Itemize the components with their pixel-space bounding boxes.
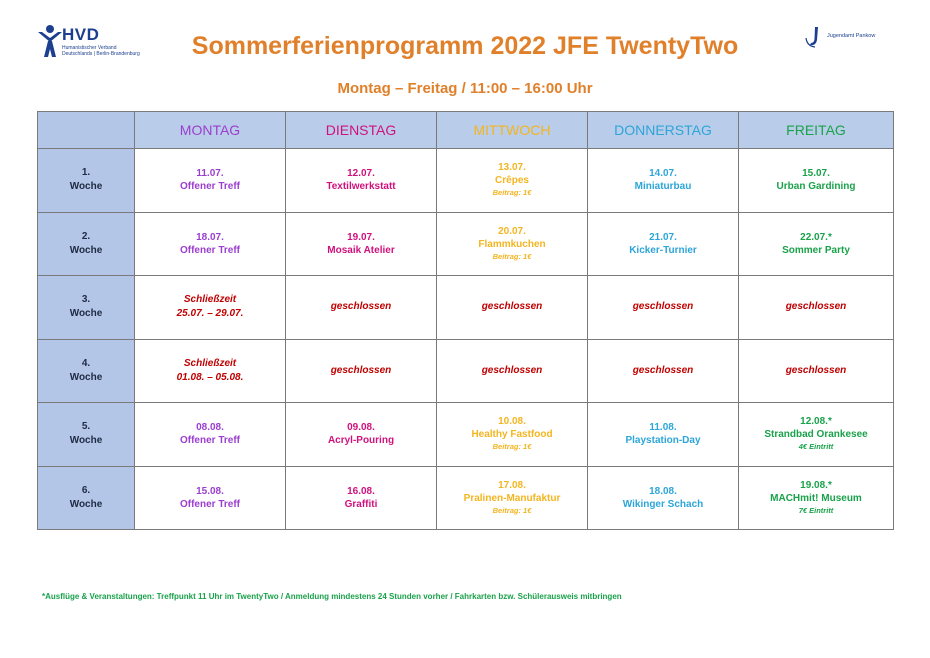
activity-cell (437, 149, 588, 213)
closed-cell: geschlossen (588, 276, 739, 340)
activity-cell (135, 149, 286, 213)
closure-range: 25.07. – 29.07. (176, 308, 244, 320)
week-row (38, 212, 894, 276)
activity-name: Offener Treff (179, 244, 240, 256)
activity-cell (437, 466, 588, 530)
day-header-monday: MONTAG (135, 112, 286, 149)
closed-cell: geschlossen (739, 339, 894, 403)
closed-cell: geschlossen (286, 276, 437, 340)
activity-cell (739, 149, 894, 213)
week-word: Woche (69, 181, 103, 193)
activity-cell (739, 403, 894, 467)
activity-name: MACHmit! Museum (770, 492, 862, 504)
week-row (38, 339, 894, 403)
activity-cell (588, 149, 739, 213)
activity-date: 19.07. (347, 231, 375, 243)
week-number: 2. (81, 230, 91, 242)
footnote: *Ausflüge & Veranstaltungen: Treffpunkt 11 Uhr im TwentyTwo / Anmeldung mindestens 24 Stunden vorher / Fahrkarten bzw. Schülerausweis mitbringen (42, 592, 622, 601)
day-header-friday: FREITAG (739, 112, 894, 149)
activity-cell (286, 212, 437, 276)
activity-cell (739, 212, 894, 276)
hvd-brand: HVD (62, 25, 100, 44)
activity-note: Beitrag: 1€ (492, 442, 532, 452)
activity-name: Wikinger Schach (622, 498, 704, 510)
activity-cell (135, 466, 286, 530)
activity-date: 20.07. (498, 225, 526, 237)
week-label (38, 212, 135, 276)
page-subtitle: Montag – Freitag / 11:00 – 16:00 Uhr (337, 80, 593, 97)
activity-note: 7€ Eintritt (798, 505, 834, 515)
activity-cell (286, 466, 437, 530)
hvd-subline-2: Deutschlands | Berlin-Brandenburg (62, 51, 140, 57)
page-title: Sommerferienprogramm 2022 JFE TwentyTwo (191, 32, 739, 60)
day-header-tuesday: DIENSTAG (286, 112, 437, 149)
activity-date: 15.08. (196, 485, 224, 497)
activity-date: 19.08.* (800, 479, 832, 491)
activity-name: Offener Treff (179, 181, 240, 193)
closure-range: 01.08. – 05.08. (176, 371, 244, 383)
activity-date: 11.07. (196, 168, 224, 180)
activity-name: Mosaik Atelier (327, 244, 395, 256)
closed-cell: geschlossen (437, 339, 588, 403)
activity-date: 18.08. (649, 485, 677, 497)
activity-date: 10.08. (498, 416, 526, 428)
activity-name: Flammkuchen (478, 238, 546, 250)
activity-cell (135, 403, 286, 467)
week-row (38, 466, 894, 530)
activity-name: Textilwerkstatt (326, 181, 396, 193)
corner-cell (38, 112, 135, 149)
activity-cell (588, 212, 739, 276)
closed-cell: geschlossen (437, 276, 588, 340)
closed-cell: geschlossen (588, 339, 739, 403)
week-number: 4. (81, 357, 91, 369)
activity-cell (437, 403, 588, 467)
week-label (38, 276, 135, 340)
week-row (38, 403, 894, 467)
activity-name: Offener Treff (179, 498, 240, 510)
activity-cell (588, 403, 739, 467)
week-word: Woche (69, 371, 103, 383)
activity-name: Playstation-Day (625, 435, 701, 447)
activity-date: 11.08. (649, 422, 677, 434)
day-header-thursday: DONNERSTAG (588, 112, 739, 149)
activity-name: Strandbad Orankesee (764, 429, 868, 441)
week-word: Woche (69, 244, 103, 256)
week-word: Woche (69, 435, 103, 447)
week-label (38, 403, 135, 467)
activity-name: Offener Treff (179, 435, 240, 447)
week-number: 3. (81, 294, 91, 306)
activity-cell (286, 403, 437, 467)
activity-name: Urban Gardining (776, 181, 856, 193)
activity-note: Beitrag: 1€ (492, 251, 532, 261)
day-header-wednesday: MITTWOCH (437, 112, 588, 149)
week-row (38, 276, 894, 340)
closure-title: Schließzeit (183, 357, 237, 369)
activity-cell (739, 466, 894, 530)
activity-note: Beitrag: 1€ (492, 505, 532, 515)
activity-name: Miniaturbau (634, 181, 692, 193)
activity-date: 17.08. (498, 479, 526, 491)
activity-note: Beitrag: 1€ (492, 188, 532, 198)
jugendamt-text: Jugendamt Pankow (827, 33, 876, 39)
closure-cell (135, 339, 286, 403)
header-row (38, 112, 894, 149)
activity-cell (437, 212, 588, 276)
activity-note: 4€ Eintritt (798, 442, 834, 452)
activity-date: 16.08. (347, 485, 375, 497)
activity-cell (286, 149, 437, 213)
activity-date: 09.08. (347, 422, 375, 434)
activity-name: Kicker-Turnier (629, 244, 697, 256)
activity-date: 22.07.* (800, 231, 832, 243)
closed-cell: geschlossen (286, 339, 437, 403)
activity-date: 12.07. (347, 168, 375, 180)
week-word: Woche (69, 308, 103, 320)
week-label (38, 339, 135, 403)
activity-date: 15.07. (802, 168, 830, 180)
activity-date: 14.07. (649, 168, 677, 180)
activity-name: Acryl-Pouring (327, 435, 395, 447)
activity-cell (588, 466, 739, 530)
activity-date: 18.07. (196, 231, 224, 243)
week-label (38, 466, 135, 530)
activity-date: 13.07. (498, 162, 526, 174)
week-word: Woche (69, 498, 103, 510)
activity-cell (135, 212, 286, 276)
schedule-table (37, 111, 894, 530)
week-number: 6. (81, 484, 91, 496)
activity-date: 12.08.* (800, 416, 832, 428)
week-label (38, 149, 135, 213)
closed-cell: geschlossen (739, 276, 894, 340)
week-number: 5. (81, 421, 91, 433)
activity-name: Crêpes (495, 175, 529, 187)
activity-date: 08.08. (196, 422, 224, 434)
closure-cell (135, 276, 286, 340)
week-row (38, 149, 894, 213)
activity-date: 21.07. (649, 231, 677, 243)
activity-name: Sommer Party (782, 244, 850, 256)
closure-title: Schließzeit (183, 294, 237, 306)
activity-name: Graffiti (344, 498, 378, 510)
week-number: 1. (81, 167, 91, 179)
hvd-subline-1: Humanistischer Verband (62, 45, 117, 51)
activity-name: Healthy Fastfood (471, 429, 553, 441)
activity-name: Pralinen-Manufaktur (463, 492, 561, 504)
